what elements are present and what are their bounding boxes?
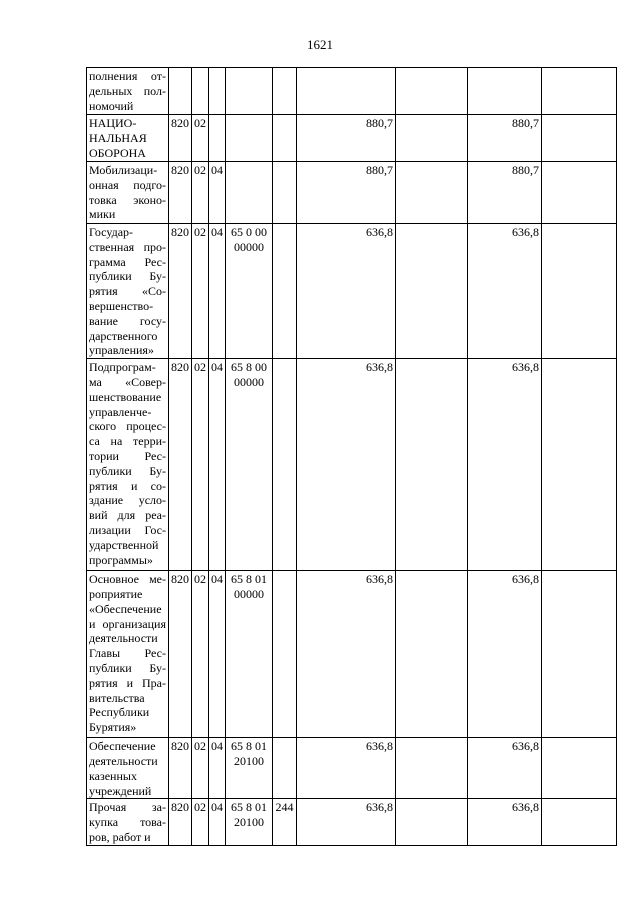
amount-second: 636,8 — [468, 571, 542, 738]
amount-blank-b — [542, 68, 617, 115]
table-row — [87, 359, 617, 571]
subsection-code: 04 — [209, 224, 226, 359]
target-article-code: 65 0 00 00000 — [226, 224, 273, 359]
table-row — [87, 738, 617, 799]
amount-second: 636,8 — [468, 359, 542, 571]
amount-total: 880,7 — [297, 162, 396, 224]
row-name: Обеспечение деятельности казенных учреждений — [87, 738, 169, 799]
grbs-code: 820 — [169, 162, 192, 224]
section-code: 02 — [192, 224, 209, 359]
expense-type-code: 244 — [273, 799, 297, 845]
section-code: 02 — [192, 115, 209, 162]
expense-type-code — [273, 224, 297, 359]
amount-blank-b — [542, 571, 617, 738]
section-code: 02 — [192, 359, 209, 571]
table-row — [87, 571, 617, 738]
amount-blank-b — [542, 224, 617, 359]
amount-blank-b — [542, 738, 617, 799]
section-code: 02 — [192, 799, 209, 845]
amount-blank-a — [396, 359, 468, 571]
target-article-code — [226, 68, 273, 115]
amount-blank-a — [396, 224, 468, 359]
row-name: Государ-ственная про-грамма Рес-публики Бу-рятия «Со-вершенство-вание госу-дарственного управления» — [87, 224, 169, 359]
amount-blank-b — [542, 359, 617, 571]
amount-second: 636,8 — [468, 224, 542, 359]
expense-type-code — [273, 115, 297, 162]
table-row — [87, 115, 617, 162]
table-row — [87, 68, 617, 115]
target-article-code: 65 8 00 00000 — [226, 359, 273, 571]
target-article-code: 65 8 01 20100 — [226, 738, 273, 799]
amount-blank-a — [396, 115, 468, 162]
amount-second: 880,7 — [468, 115, 542, 162]
amount-blank-a — [396, 738, 468, 799]
grbs-code: 820 — [169, 571, 192, 738]
expense-type-code — [273, 359, 297, 571]
amount-total: 636,8 — [297, 571, 396, 738]
subsection-code: 04 — [209, 799, 226, 845]
expense-type-code — [273, 68, 297, 115]
subsection-code — [209, 115, 226, 162]
grbs-code: 820 — [169, 359, 192, 571]
expense-type-code — [273, 162, 297, 224]
amount-total: 636,8 — [297, 359, 396, 571]
amount-second: 636,8 — [468, 738, 542, 799]
amount-total: 636,8 — [297, 738, 396, 799]
amount-blank-a — [396, 162, 468, 224]
subsection-code: 04 — [209, 738, 226, 799]
amount-second: 880,7 — [468, 162, 542, 224]
grbs-code — [169, 68, 192, 115]
amount-total — [297, 68, 396, 115]
table-row — [87, 799, 617, 845]
target-article-code: 65 8 01 20100 — [226, 799, 273, 845]
subsection-code: 04 — [209, 162, 226, 224]
target-article-code — [226, 162, 273, 224]
subsection-code — [209, 68, 226, 115]
page-number: 1621 — [307, 37, 333, 52]
amount-second — [468, 68, 542, 115]
amount-total: 636,8 — [297, 224, 396, 359]
subsection-code: 04 — [209, 359, 226, 571]
grbs-code: 820 — [169, 115, 192, 162]
amount-blank-a — [396, 799, 468, 845]
amount-blank-a — [396, 571, 468, 738]
section-code: 02 — [192, 162, 209, 224]
budget-table — [86, 67, 617, 846]
grbs-code: 820 — [169, 799, 192, 845]
amount-total: 880,7 — [297, 115, 396, 162]
grbs-code: 820 — [169, 738, 192, 799]
amount-blank-b — [542, 115, 617, 162]
target-article-code — [226, 115, 273, 162]
section-code: 02 — [192, 571, 209, 738]
row-name: НАЦИО-НАЛЬНАЯ ОБОРОНА — [87, 115, 169, 162]
section-code: 02 — [192, 738, 209, 799]
target-article-code: 65 8 01 00000 — [226, 571, 273, 738]
expense-type-code — [273, 571, 297, 738]
row-name: Мобилизаци-онная подго-товка эконо-мики — [87, 162, 169, 224]
table-row — [87, 224, 617, 359]
amount-blank-b — [542, 799, 617, 845]
expense-type-code — [273, 738, 297, 799]
section-code — [192, 68, 209, 115]
amount-total: 636,8 — [297, 799, 396, 845]
table-row — [87, 162, 617, 224]
subsection-code: 04 — [209, 571, 226, 738]
row-name: полнения от-дельных пол-номочий — [87, 68, 169, 115]
amount-blank-b — [542, 162, 617, 224]
amount-second: 636,8 — [468, 799, 542, 845]
grbs-code: 820 — [169, 224, 192, 359]
row-name: Прочая за-купка това-ров, работ и — [87, 799, 169, 845]
row-name: Подпрограм-ма «Совер-шенствование управленче-ского процес-са на терри-тории Рес-публики Бу-рятия и со-здание усло-вий для реа-лизации Гос-ударственной программы» — [87, 359, 169, 571]
row-name: Основное ме-роприятие «Обеспечение и организация деятельности Главы Рес-публики Бу-рятия и Пра-вительства Республики Бурятия» — [87, 571, 169, 738]
amount-blank-a — [396, 68, 468, 115]
